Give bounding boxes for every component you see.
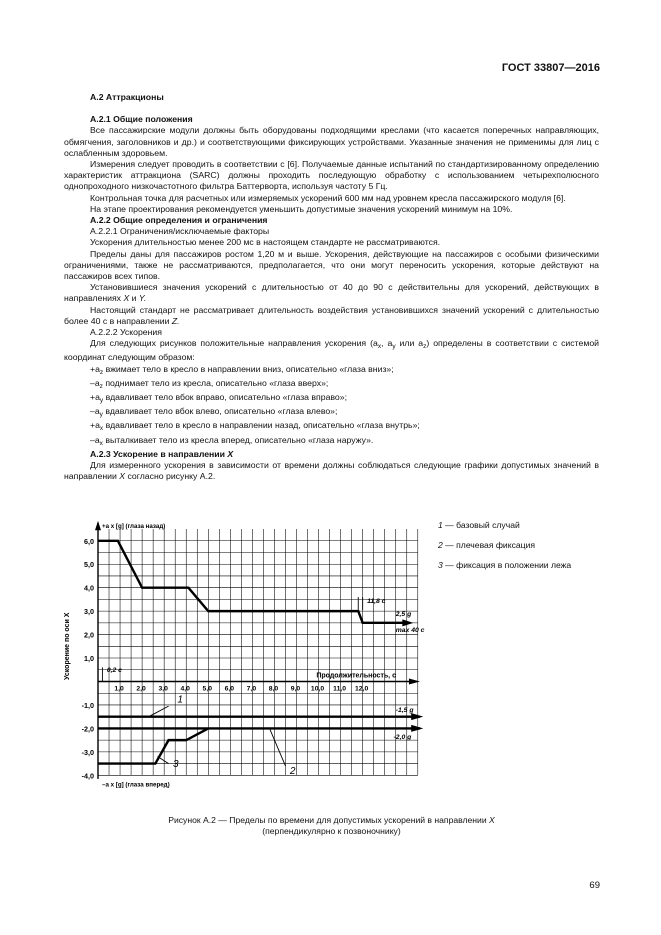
y-tick-label: 2,0	[84, 630, 94, 640]
y-tick-label: -1,0	[81, 700, 94, 710]
paragraph: На этапе проектирования рекомендуется уменьшить допустимые значения ускорений минимум на 10%.	[90, 203, 513, 214]
y-tick-label: 3,0	[84, 607, 94, 617]
figure-caption: Рисунок А.2 — Пределы по времени для допустимых ускорений в направлении X (перпендикулярно к позвоночнику)	[168, 815, 495, 836]
x-tick-label: 4,0	[180, 685, 190, 693]
clause-heading-a222: А.2.2.2 Ускорения	[90, 327, 162, 338]
x-tick-label: 6,0	[224, 685, 235, 693]
callout-leader	[270, 730, 285, 766]
x-tick-label: 1,0	[114, 685, 124, 693]
clause-heading-a221: А.2.2.1 Ограничения/исключаемые факторы	[90, 226, 270, 237]
definition-item: $+a_x$ вдавливает тело в кресло в направлении назад, описательно «глаза внутрь»;	[90, 420, 420, 433]
paragraph: Все пассажирские модули должны быть оборудованы подходящими креслами (что касается поперечных направляющих, обмягчения, заголовников и др.) и соответствующими фиксирующих устройствами. Указанные значения не применимы для лиц с ослабленным здоровьем.	[64, 125, 599, 158]
y-tick-label: 6,0	[84, 536, 94, 546]
paragraph: Пределы даны для пассажиров ростом 1,20 м и выше. Ускорения, действующие на пассажиров с особыми физическими ограничениями, также не рассматриваются, предполагается, что они могут переносить ускорения, которые действуют на пассажиров всех типов.	[64, 248, 599, 282]
running-header: ГОСТ 33807—2016	[501, 62, 600, 74]
acceleration-limits-chart	[58, 508, 438, 808]
paragraph: Измерения следует проводить в соответствии с [6]. Получаемые данные испытаний по стандартизированному определению характеристик аттракциона (SARC) должны проходить последующую обработку с использованием четырехполюсного однопроходного низкочастотного фильтра Баттерворта, используя частоту 5 Гц.	[64, 159, 599, 192]
chart-annotation: 11,8 с	[367, 597, 386, 605]
paragraph: Настоящий стандарт не рассматривает длительность воздействия установившихся значений ускорений с длительностью более 40 с в направлении Z.	[64, 304, 599, 326]
definition-item: $-a_z$ поднимает тело из кресла, описательно «глаза вверх»;	[90, 377, 329, 390]
callout-leader	[149, 706, 169, 717]
legend-item: 2 — плечевая фиксация	[438, 540, 536, 550]
callout-number: 2	[289, 766, 296, 778]
callout-number: 3	[172, 759, 179, 771]
definition-item: $+a_y$ вдавливает тело вбок вправо, описательно «глаза вправо»;	[90, 392, 347, 405]
paragraph: Ускорения длительностью менее 200 мс в настоящем стандарте не рассматриваются.	[90, 237, 441, 248]
y-axis-label: Ускорение по оси X	[64, 612, 71, 681]
definition-item: $-a_y$ вдавливает тело вбок влево, описательно «глаза влево»;	[90, 406, 338, 419]
limit-line-arrow	[402, 619, 413, 626]
y-tick-label: 4,0	[84, 583, 94, 593]
x-tick-label: 3,0	[158, 685, 168, 693]
chart-annotation: 2,5 g	[395, 610, 412, 618]
body-text	[64, 92, 599, 483]
legend-item: 1 — базовый случай	[438, 520, 520, 530]
x-tick-label: 12,0	[355, 685, 369, 693]
y-tick-label: 5,0	[84, 560, 94, 570]
x-tick-label: 11,0	[333, 685, 347, 693]
top-axis-label: +a x [g] (глаза назад)	[102, 522, 166, 530]
chart-annotation: -1,5 g	[395, 706, 414, 714]
chart-annotation: 0,2 с	[106, 667, 122, 675]
limit-line-arrow	[411, 713, 423, 720]
page-number: 69	[589, 880, 600, 891]
bottom-axis-label: –a x [g] (глаза вперед)	[102, 781, 170, 789]
y-tick-label: -4,0	[81, 771, 94, 781]
x-tick-label: 9,0	[290, 685, 301, 693]
y-tick-label: -3,0	[81, 747, 94, 757]
y-tick-label: 1,0	[84, 654, 94, 664]
chart-annotation: -2,0 g	[393, 733, 412, 741]
x-tick-label: 7,0	[246, 685, 257, 693]
paragraph: Установившиеся значения ускорений с длительностью от 40 до 90 с действительны для ускорений, действующих в направлениях X и Y.	[64, 282, 599, 304]
x-tick-label: 8,0	[268, 685, 279, 693]
x-tick-label: 2,0	[136, 685, 146, 693]
figure-legend	[438, 515, 571, 575]
definition-item: $+a_z$ вжимает тело в кресло в направлении вниз, описательно «глаза вниз»;	[90, 363, 394, 376]
y-axis-arrow-up	[95, 521, 101, 530]
subsection-heading-a23: А.2.3 Ускорение в направлении X	[90, 448, 234, 459]
callout-number: 1	[177, 694, 183, 706]
subsection-heading-a22: А.2.2 Общие определения и ограничения	[90, 215, 268, 226]
x-tick-label: 10,0	[310, 685, 325, 693]
y-tick-label: -2,0	[81, 724, 94, 734]
callout-leader	[158, 757, 169, 764]
x-tick-label: 5,0	[202, 685, 213, 693]
paragraph: Для следующих рисунков положительные направления ускорения ($a_x$, $a_y$ или $a_z$) определены в соответствии с системой координат следующим образом:	[64, 338, 599, 363]
legend-item: 3 — фиксация в положении лежа	[438, 560, 572, 570]
x-axis-arrow	[409, 678, 420, 684]
limit-line-arrow	[411, 725, 423, 732]
section-heading: А.2 Аттракционы	[90, 92, 164, 102]
definition-item: $-a_x$ выталкивает тело из кресла вперед, описательно «глаза наружу».	[90, 434, 374, 447]
subsection-heading-a21: А.2.1 Общие положения	[90, 114, 193, 125]
x-axis-label: Продолжительность, с	[316, 672, 396, 680]
paragraph: Контрольная точка для расчетных или измеряемых ускорений 600 мм над уровнем кресла пассажирского модуля [6].	[90, 192, 566, 203]
chart-annotation: max 40 с	[395, 627, 425, 635]
paragraph: Для измеренного ускорения в зависимости от времени должны соблюдаться следующие графики допустимых значений в направлении X согласно рисунку А.2.	[64, 460, 599, 482]
